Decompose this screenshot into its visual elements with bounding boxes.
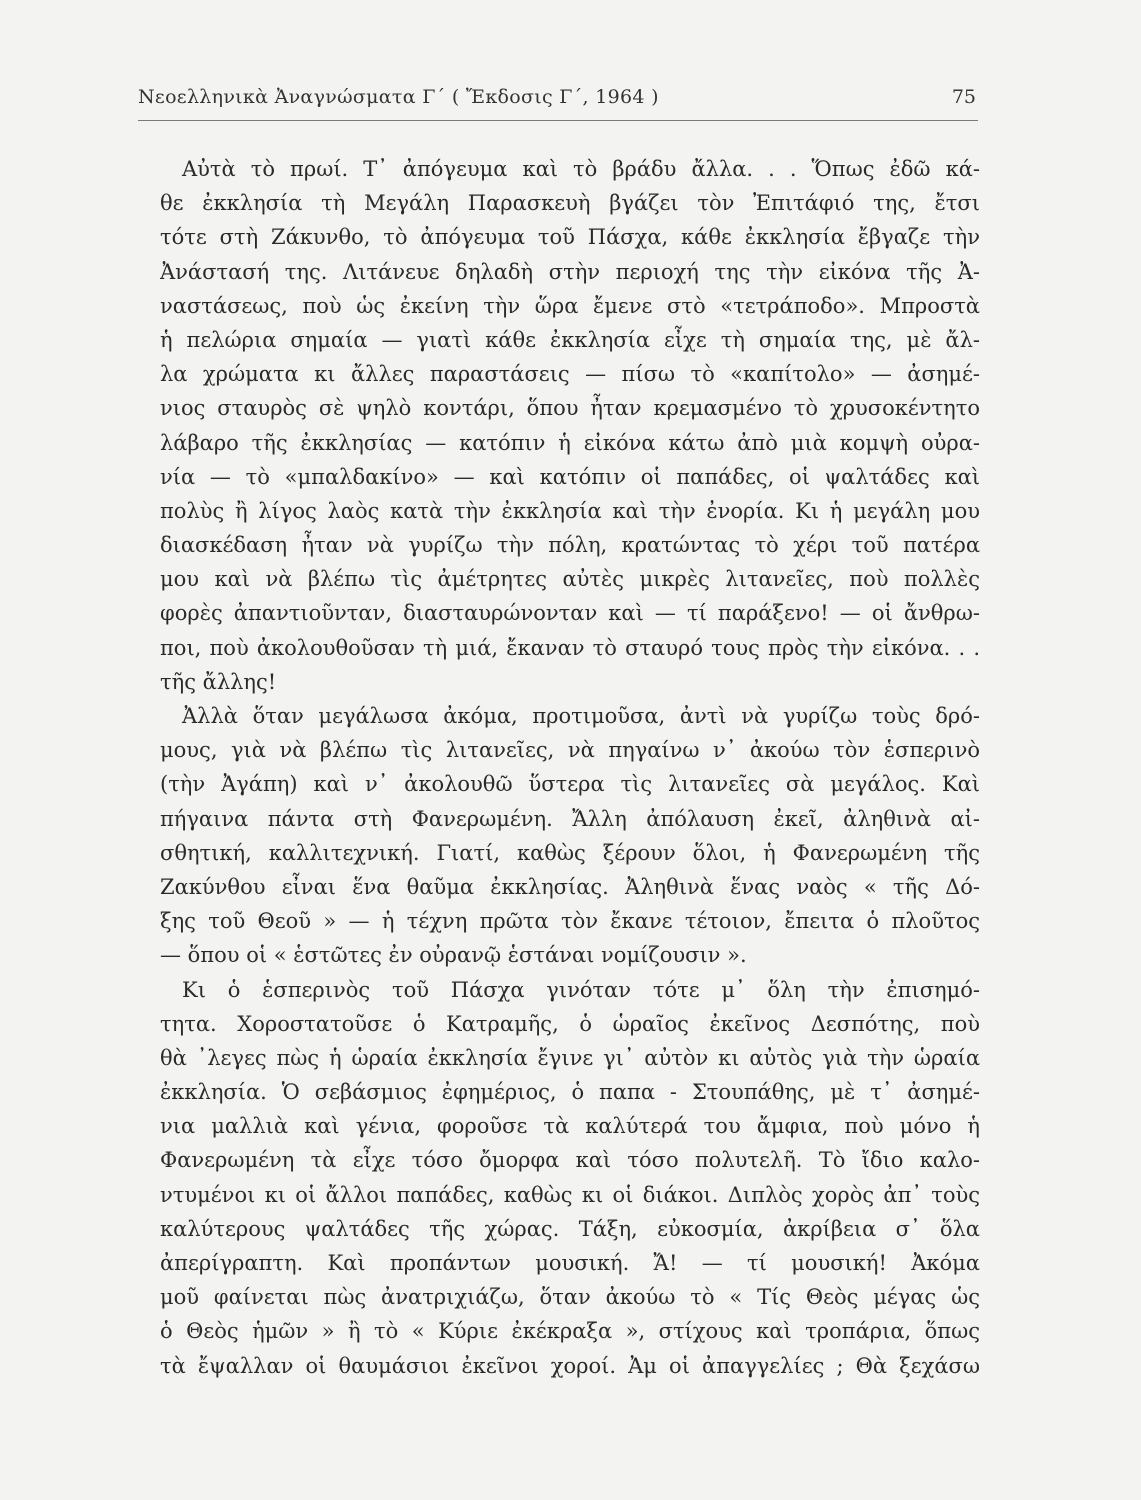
text-line: θὰ ᾿λεγες πὼς ἡ ὡραία ἐκκλησία ἔγινε γι᾿ αὐτὸν κι αὐτὸς γιὰ τὴν ὡραία xyxy=(160,1045,980,1070)
text-line: Κι ὁ ἑσπερινὸς τοῦ Πάσχα γινόταν τότε μ᾿ ὅλη τὴν ἐπισημό- xyxy=(182,977,980,1002)
text-line: τὰ ἔψαλλαν οἱ θαυμάσιοι ἐκεῖνοι χοροί. Ἀμ οἱ ἀπαγγελίες ; Θὰ ξεχάσω xyxy=(160,1353,980,1378)
text-line: ντυμένοι κι οἱ ἄλλοι παπάδες, καθὼς κι οἱ διάκοι. Διπλὸς χορὸς ἀπ᾿ τοὺς xyxy=(160,1182,980,1207)
text-line: Φανερωμένη τὰ εἶχε τόσο ὄμορφα καὶ τόσο πολυτελῆ. Τὸ ἴδιο καλο- xyxy=(160,1148,980,1173)
text-line: ποι, ποὺ ἀκολουθοῦσαν τὴ μιά, ἔκαναν τὸ σταυρό τους πρὸς τὴν εἰκόνα. . . xyxy=(160,635,980,660)
text-line: Ἀλλὰ ὅταν μεγάλωσα ἀκόμα, προτιμοῦσα, ἀντὶ νὰ γυρίζω τοὺς δρό- xyxy=(182,704,980,728)
text-line: Ἀνάστασή της. Λιτάνευε δηλαδὴ στὴν περιοχή της τὴν εἰκόνα τῆς Ἀ- xyxy=(160,259,980,284)
text-line: ὁ Θεὸς ἡμῶν » ἢ τὸ « Κύριε ἐκέκραξα », στίχους καὶ τροπάρια, ὅπως xyxy=(160,1319,980,1344)
header-title: Νεοελληνικὰ Ἀναγνώσματα Γ΄ ( Ἔκδοσις Γ΄, 1964 ) xyxy=(138,86,659,108)
text-line: πήγαινα πάντα στὴ Φανερωμένη. Ἄλλη ἀπόλαυση ἐκεῖ, ἀληθινὰ αἰ- xyxy=(160,806,980,831)
text-line: λα χρώματα κι ἄλλες παραστάσεις — πίσω τὸ «καπίτολο» — ἀσημέ- xyxy=(160,362,980,387)
text-line: ἡ πελώρια σημαία — γιατὶ κάθε ἐκκλησία εἶχε τὴ σημαία της, μὲ ἄλ- xyxy=(160,327,980,352)
text-line: — ὅπου οἱ « ἑστῶτες ἐν οὐρανῷ ἑστάναι νομίζουσιν ». xyxy=(160,943,747,968)
text-line: μους, γιὰ νὰ βλέπω τὶς λιτανεῖες, νὰ πηγαίνω ν᾿ ἀκούω τὸν ἑσπερινὸ xyxy=(160,738,980,763)
text-line: τῆς ἄλλης! xyxy=(160,669,277,694)
text-line: Αὐτὰ τὸ πρωί. Τ᾿ ἀπόγευμα καὶ τὸ βράδυ ἄλλα. . . Ὅπως ἐδῶ κά- xyxy=(182,157,980,181)
text-line: νία — τὸ «μπαλδακίνο» — καὶ κατόπιν οἱ παπάδες, οἱ ψαλτάδες καὶ xyxy=(160,464,980,489)
body-text xyxy=(160,152,980,1383)
running-header xyxy=(138,86,978,120)
text-line: Ζακύνθου εἶναι ἕνα θαῦμα ἐκκλησίας. Ἀληθινὰ ἕνας ναὸς « τῆς Δό- xyxy=(160,874,980,899)
text-line: τητα. Χοροστατοῦσε ὁ Κατραμῆς, ὁ ὡραῖος ἐκεῖνος Δεσπότης, ποὺ xyxy=(160,1011,980,1036)
text-line: νιος σταυρὸς σὲ ψηλὸ κοντάρι, ὅπου ἦταν κρεμασμένο τὸ χρυσοκέντητο xyxy=(160,396,980,421)
text-line: (τὴν Ἀγάπη) καὶ ν᾿ ἀκολουθῶ ὕστερα τὶς λιτανεῖες σὰ μεγάλος. Καὶ xyxy=(160,772,980,797)
text-line: φορὲς ἀπαντιοῦνταν, διασταυρώνονταν καὶ — τί παράξενο! — οἱ ἄνθρω- xyxy=(160,601,980,626)
text-line: νια μαλλιὰ καὶ γένια, φοροῦσε τὰ καλύτερά του ἄμφια, ποὺ μόνο ἡ xyxy=(160,1114,980,1139)
text-line: σθητική, καλλιτεχνική. Γιατί, καθὼς ξέρουν ὅλοι, ἡ Φανερωμένη τῆς xyxy=(160,840,980,865)
text-line: ἀπερίγραπτη. Καὶ προπάντων μουσική. Ἄ! — τί μουσική! Ἀκόμα xyxy=(160,1251,980,1275)
text-line: μοῦ φαίνεται πὼς ἀνατριχιάζω, ὅταν ἀκούω τὸ « Τίς Θεὸς μέγας ὡς xyxy=(160,1285,980,1310)
text-line: ξης τοῦ Θεοῦ » — ἡ τέχνη πρῶτα τὸν ἔκανε τέτοιον, ἔπειτα ὁ πλοῦτος xyxy=(160,909,980,934)
text-line: ναστάσεως, ποὺ ὡς ἐκείνη τὴν ὥρα ἔμενε στὸ «τετράποδο». Μπροστὰ xyxy=(160,293,980,318)
text-line: καλύτερους ψαλτάδες τῆς χώρας. Τάξη, εὐκοσμία, ἀκρίβεια σ᾿ ὅλα xyxy=(160,1216,980,1241)
text-line: θε ἐκκλησία τὴ Μεγάλη Παρασκευὴ βγάζει τὸν Ἐπιτάφιό της, ἔτσι xyxy=(160,191,980,216)
text-line: ἐκκλησία. Ὁ σεβάσμιος ἐφημέριος, ὁ παπα - Στουπάθης, μὲ τ᾿ ἀσημέ- xyxy=(160,1080,980,1105)
page-number: 75 xyxy=(951,86,976,108)
text-line: τότε στὴ Ζάκυνθο, τὸ ἀπόγευμα τοῦ Πάσχα, κάθε ἐκκλησία ἔβγαζε τὴν xyxy=(160,225,980,250)
text-line: λάβαρο τῆς ἐκκλησίας — κατόπιν ἡ εἰκόνα κάτω ἀπὸ μιὰ κομψὴ οὐρα- xyxy=(160,430,980,455)
text-line: διασκέδαση ἦταν νὰ γυρίζω τὴν πόλη, κρατώντας τὸ χέρι τοῦ πατέρα xyxy=(160,533,980,558)
header-rule xyxy=(138,120,978,121)
text-line: πολὺς ἢ λίγος λαὸς κατὰ τὴν ἐκκλησία καὶ τὴν ἐνορία. Κι ἡ μεγάλη μου xyxy=(160,498,980,523)
text-line: μου καὶ νὰ βλέπω τὶς ἀμέτρητες αὐτὲς μικρὲς λιτανεῖες, ποὺ πολλὲς xyxy=(160,567,980,592)
